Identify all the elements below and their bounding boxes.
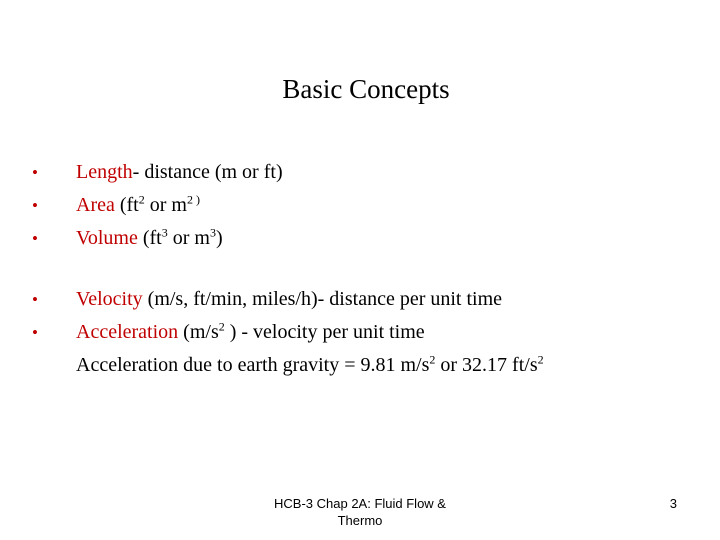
slide-footer — [245, 495, 475, 529]
term-volume: Volume — [76, 227, 138, 249]
area-unit-ft: (ft — [114, 194, 139, 216]
bullet-icon: • — [32, 196, 38, 215]
gravity-si-exponent: 2 — [429, 352, 436, 367]
volume-unit-ft: (ft — [137, 227, 162, 249]
acceleration-description: ) - velocity per unit time — [224, 321, 425, 343]
footer-line-2: Thermo — [337, 513, 383, 528]
bullet-list-units — [32, 156, 283, 255]
bullet-list-motion — [32, 283, 544, 381]
term-length: Length — [76, 161, 133, 183]
slide-title: Basic Concepts — [282, 74, 450, 104]
term-velocity: Velocity — [76, 288, 143, 310]
term-area: Area — [76, 194, 115, 216]
list-item-volume — [32, 222, 283, 255]
term-acceleration: Acceleration — [76, 321, 179, 343]
list-item-gravity — [32, 349, 544, 381]
velocity-description: (m/s, ft/min, miles/h)- distance per unit time — [142, 288, 503, 310]
list-item-velocity — [32, 283, 544, 316]
gravity-si: Acceleration due to earth gravity = 9.81 m/s — [76, 354, 430, 376]
volume-unit-m: or m — [167, 227, 210, 249]
list-item-area — [32, 189, 283, 222]
list-item-length — [32, 156, 283, 189]
area-exponent-m: 2 ) — [186, 192, 200, 207]
page-number: 3 — [669, 496, 677, 511]
gravity-imperial: or 32.17 ft/s — [435, 354, 538, 376]
bullet-icon: • — [32, 323, 38, 342]
volume-close: ) — [215, 227, 223, 249]
volume-exponent-ft: 3 — [161, 225, 168, 240]
list-item-acceleration — [32, 316, 544, 349]
footer-line-1: HCB-3 Chap 2A: Fluid Flow & — [274, 496, 446, 511]
gravity-imperial-exponent: 2 — [537, 352, 544, 367]
acceleration-unit: (m/s — [178, 321, 219, 343]
bullet-icon: • — [32, 290, 38, 309]
area-unit-m: or m — [144, 194, 187, 216]
acceleration-exponent: 2 — [218, 319, 225, 334]
bullet-icon: • — [32, 229, 38, 248]
area-exponent-ft: 2 — [138, 192, 145, 207]
volume-exponent-m: 3 — [209, 225, 216, 240]
bullet-icon: • — [32, 163, 38, 182]
length-description: - distance (m or ft) — [132, 161, 283, 183]
